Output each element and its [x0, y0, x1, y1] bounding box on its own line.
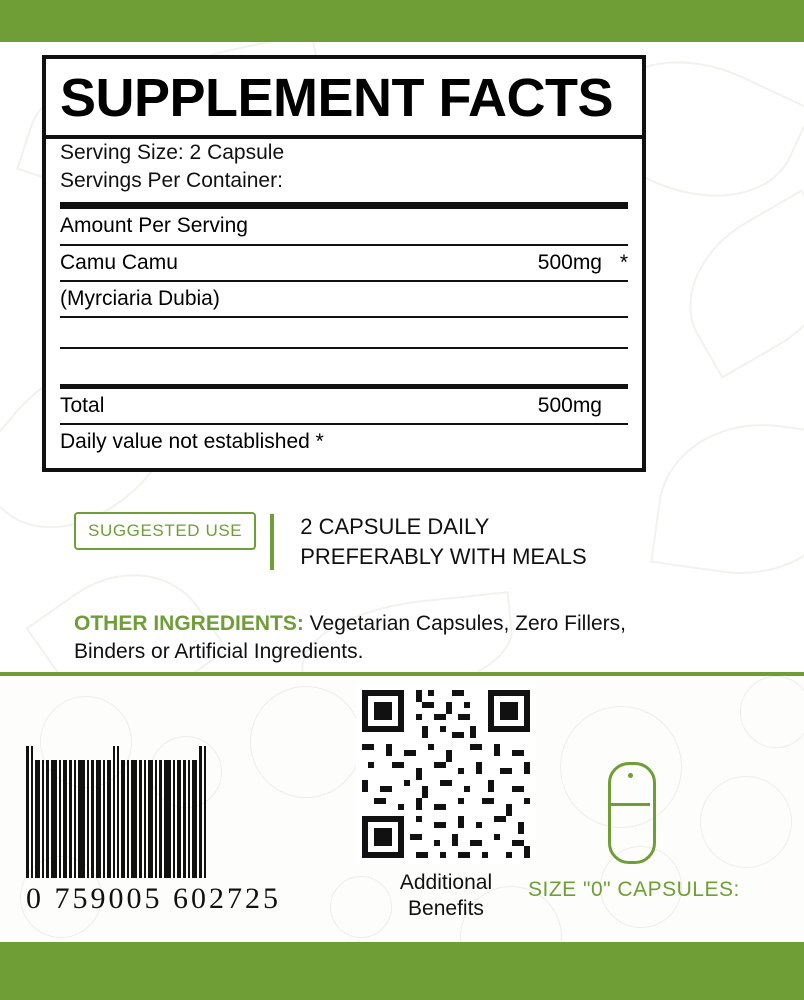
ingredient-daily-value: * — [619, 250, 628, 274]
total-amount-value: 500mg — [537, 393, 602, 417]
blank-row-2 — [60, 349, 628, 378]
supplement-facts-title: SUPPLEMENT FACTS — [46, 59, 642, 139]
amount-per-serving: Amount Per Serving — [60, 213, 248, 237]
ingredient-latin-name: (Myrciaria Dubia) — [60, 286, 220, 310]
qr-caption — [356, 870, 536, 923]
suggested-use-line2: PREFERABLY WITH MEALS — [300, 543, 587, 569]
barcode-digits: 0 759005 602725 — [26, 882, 281, 915]
supplement-facts-box — [42, 55, 646, 472]
capsule-size-section — [528, 762, 778, 902]
qr-caption-line1: Additional — [399, 871, 493, 894]
qr-code-section[interactable] — [356, 684, 536, 923]
other-ingredients-heading: OTHER INGREDIENTS: — [74, 612, 304, 635]
total-amount — [538, 394, 628, 418]
ingredient-amount-value: 500mg — [537, 250, 602, 274]
blank-row-1 — [60, 318, 628, 347]
divider-thick — [60, 202, 628, 209]
suggested-use-section — [74, 512, 694, 571]
capsule-dot — [628, 773, 633, 778]
suggested-use-line1: 2 CAPSULE DAILY — [300, 514, 490, 539]
capsule-icon — [608, 762, 656, 864]
top-green-band — [0, 0, 804, 42]
qr-caption-line2: Benefits — [408, 897, 484, 921]
capsule-caption: SIZE "0" CAPSULES: — [528, 878, 740, 901]
ingredient-name: Camu Camu — [60, 250, 178, 274]
total-row — [60, 389, 628, 423]
other-ingredients-text: Vegetarian Capsules, Zero Fillers, Binders or Artificial Ingredients. — [74, 612, 626, 664]
servings-per-container: Servings Per Container: — [60, 169, 283, 193]
ingredient-amount — [538, 251, 628, 275]
barcode — [26, 746, 338, 916]
ingredient-row — [60, 282, 628, 316]
suggested-use-badge: SUGGESTED USE — [74, 512, 256, 550]
serving-size: Serving Size: 2 Capsule — [60, 141, 285, 164]
bottom-green-band — [0, 942, 804, 1000]
suggested-use-separator — [270, 514, 274, 570]
suggested-use-text — [300, 512, 586, 571]
total-label: Total — [60, 393, 105, 417]
ingredient-row — [60, 246, 628, 280]
other-ingredients-section — [74, 610, 694, 667]
barcode-bars — [26, 746, 338, 878]
daily-value-footnote: Daily value not established * — [60, 429, 324, 453]
qr-code-image[interactable] — [356, 684, 536, 864]
